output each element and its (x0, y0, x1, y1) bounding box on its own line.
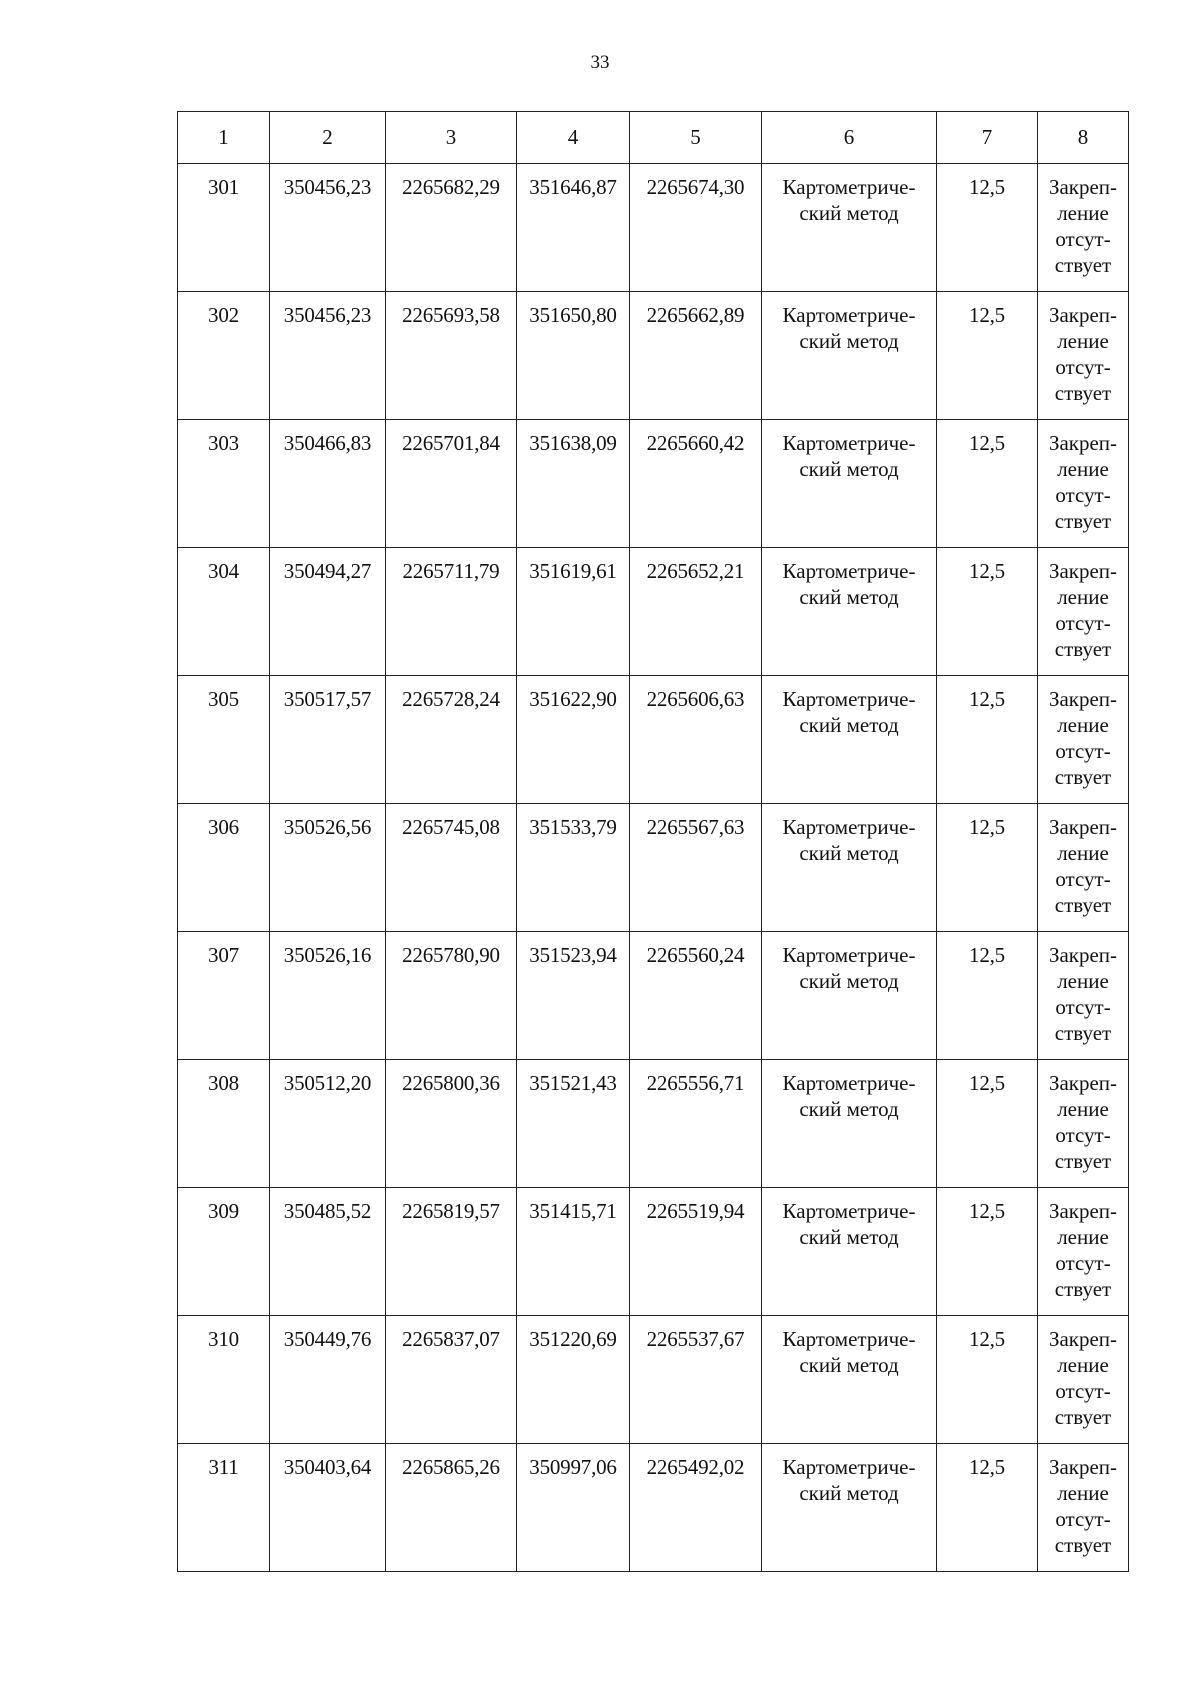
fixing-line: отсут- (1055, 1123, 1111, 1147)
fixing-line: отсут- (1055, 1251, 1111, 1275)
fixing-line: Закреп- (1048, 303, 1118, 327)
cell-col-8-fixing (1038, 932, 1129, 1060)
fixing-line: отсут- (1055, 995, 1111, 1019)
cell-col-5: 2265652,21 (630, 548, 762, 676)
cell-col-4: 351638,09 (517, 420, 630, 548)
cell-col-6-method (762, 804, 937, 932)
cell-col-3: 2265837,07 (386, 1316, 517, 1444)
fixing-line: ление (1057, 457, 1109, 481)
cell-col-4: 351220,69 (517, 1316, 630, 1444)
fixing-line: ление (1057, 1225, 1109, 1249)
cell-col-3: 2265693,58 (386, 292, 517, 420)
table-row (178, 1188, 1129, 1316)
cell-col-6-method (762, 164, 937, 292)
method-line: Картометриче- (782, 687, 916, 711)
cell-col-8-fixing (1038, 164, 1129, 292)
method-line: ский метод (799, 329, 899, 353)
cell-col-5: 2265560,24 (630, 932, 762, 1060)
fixing-line: ление (1057, 1097, 1109, 1121)
fixing-line: ление (1057, 969, 1109, 993)
cell-col-2: 350403,64 (270, 1444, 386, 1572)
header-cell-7: 7 (937, 112, 1038, 164)
cell-col-6-method (762, 1188, 937, 1316)
fixing-line: отсут- (1055, 227, 1111, 251)
cell-col-8-fixing (1038, 292, 1129, 420)
table-row (178, 676, 1129, 804)
fixing-line: ление (1057, 713, 1109, 737)
cell-col-8-fixing (1038, 1444, 1129, 1572)
method-line: ский метод (799, 1481, 899, 1505)
cell-col-7: 12,5 (937, 1316, 1038, 1444)
cell-col-5: 2265660,42 (630, 420, 762, 548)
cell-col-6-method (762, 1060, 937, 1188)
header-cell-2: 2 (270, 112, 386, 164)
fixing-line: отсут- (1055, 1507, 1111, 1531)
cell-col-4: 350997,06 (517, 1444, 630, 1572)
cell-col-1: 306 (178, 804, 270, 932)
cell-col-1: 307 (178, 932, 270, 1060)
cell-col-7: 12,5 (937, 164, 1038, 292)
cell-col-3: 2265728,24 (386, 676, 517, 804)
cell-col-5: 2265674,30 (630, 164, 762, 292)
fixing-line: ление (1057, 1481, 1109, 1505)
header-cell-3: 3 (386, 112, 517, 164)
table-row (178, 292, 1129, 420)
fixing-line: ствует (1054, 637, 1112, 661)
header-cell-6: 6 (762, 112, 937, 164)
cell-col-1: 311 (178, 1444, 270, 1572)
page-number: 33 (590, 52, 610, 73)
method-line: ский метод (799, 1225, 899, 1249)
cell-col-7: 12,5 (937, 1188, 1038, 1316)
fixing-line: ствует (1054, 765, 1112, 789)
fixing-line: отсут- (1055, 739, 1111, 763)
cell-col-8-fixing (1038, 420, 1129, 548)
method-line: ский метод (799, 1353, 899, 1377)
cell-col-2: 350456,23 (270, 164, 386, 292)
fixing-line: ствует (1054, 1533, 1112, 1557)
fixing-line: ствует (1054, 509, 1112, 533)
cell-col-2: 350526,56 (270, 804, 386, 932)
coordinates-table (177, 111, 1129, 1572)
method-line: ский метод (799, 457, 899, 481)
cell-col-5: 2265492,02 (630, 1444, 762, 1572)
cell-col-4: 351521,43 (517, 1060, 630, 1188)
fixing-line: отсут- (1055, 867, 1111, 891)
method-line: Картометриче- (782, 431, 916, 455)
fixing-line: Закреп- (1048, 431, 1118, 455)
cell-col-1: 308 (178, 1060, 270, 1188)
cell-col-7: 12,5 (937, 420, 1038, 548)
fixing-line: Закреп- (1048, 559, 1118, 583)
fixing-line: отсут- (1055, 355, 1111, 379)
cell-col-7: 12,5 (937, 1060, 1038, 1188)
cell-col-6-method (762, 292, 937, 420)
fixing-line: ствует (1054, 893, 1112, 917)
cell-col-2: 350485,52 (270, 1188, 386, 1316)
cell-col-1: 302 (178, 292, 270, 420)
cell-col-4: 351533,79 (517, 804, 630, 932)
cell-col-2: 350512,20 (270, 1060, 386, 1188)
method-line: Картометриче- (782, 1199, 916, 1223)
fixing-line: Закреп- (1048, 943, 1118, 967)
method-line: Картометриче- (782, 943, 916, 967)
header-row (178, 112, 1129, 164)
table-row (178, 1316, 1129, 1444)
fixing-line: ствует (1054, 253, 1112, 277)
table-row (178, 420, 1129, 548)
cell-col-3: 2265682,29 (386, 164, 517, 292)
cell-col-6-method (762, 1444, 937, 1572)
fixing-line: ление (1057, 1353, 1109, 1377)
cell-col-6-method (762, 420, 937, 548)
cell-col-1: 303 (178, 420, 270, 548)
cell-col-5: 2265606,63 (630, 676, 762, 804)
cell-col-7: 12,5 (937, 1444, 1038, 1572)
fixing-line: Закреп- (1048, 687, 1118, 711)
fixing-line: ствует (1054, 1405, 1112, 1429)
fixing-line: Закреп- (1048, 1071, 1118, 1095)
cell-col-8-fixing (1038, 676, 1129, 804)
cell-col-3: 2265819,57 (386, 1188, 517, 1316)
table-row (178, 1444, 1129, 1572)
cell-col-8-fixing (1038, 804, 1129, 932)
cell-col-5: 2265556,71 (630, 1060, 762, 1188)
cell-col-2: 350494,27 (270, 548, 386, 676)
fixing-line: Закреп- (1048, 175, 1118, 199)
fixing-line: ление (1057, 585, 1109, 609)
cell-col-6-method (762, 548, 937, 676)
table-row (178, 804, 1129, 932)
fixing-line: отсут- (1055, 1379, 1111, 1403)
method-line: Картометриче- (782, 559, 916, 583)
method-line: Картометриче- (782, 1071, 916, 1095)
cell-col-4: 351619,61 (517, 548, 630, 676)
cell-col-7: 12,5 (937, 548, 1038, 676)
method-line: ский метод (799, 201, 899, 225)
table-row (178, 1060, 1129, 1188)
cell-col-4: 351523,94 (517, 932, 630, 1060)
cell-col-1: 304 (178, 548, 270, 676)
fixing-line: отсут- (1055, 483, 1111, 507)
cell-col-7: 12,5 (937, 292, 1038, 420)
fixing-line: Закреп- (1048, 1327, 1118, 1351)
method-line: Картометриче- (782, 175, 916, 199)
method-line: Картометриче- (782, 1327, 916, 1351)
cell-col-7: 12,5 (937, 932, 1038, 1060)
method-line: ский метод (799, 585, 899, 609)
cell-col-8-fixing (1038, 1060, 1129, 1188)
method-line: ский метод (799, 841, 899, 865)
cell-col-4: 351622,90 (517, 676, 630, 804)
cell-col-3: 2265865,26 (386, 1444, 517, 1572)
fixing-line: ствует (1054, 1277, 1112, 1301)
table-header (178, 112, 1129, 164)
cell-col-2: 350466,83 (270, 420, 386, 548)
fixing-line: Закреп- (1048, 1455, 1118, 1479)
header-cell-5: 5 (630, 112, 762, 164)
method-line: ский метод (799, 969, 899, 993)
cell-col-4: 351646,87 (517, 164, 630, 292)
cell-col-7: 12,5 (937, 804, 1038, 932)
fixing-line: ствует (1054, 1021, 1112, 1045)
fixing-line: ление (1057, 841, 1109, 865)
cell-col-5: 2265567,63 (630, 804, 762, 932)
method-line: ский метод (799, 713, 899, 737)
cell-col-3: 2265800,36 (386, 1060, 517, 1188)
cell-col-1: 305 (178, 676, 270, 804)
fixing-line: ствует (1054, 381, 1112, 405)
table-row (178, 164, 1129, 292)
method-line: Картометриче- (782, 1455, 916, 1479)
header-cell-8: 8 (1038, 112, 1129, 164)
method-line: Картометриче- (782, 303, 916, 327)
cell-col-8-fixing (1038, 1316, 1129, 1444)
table-row (178, 932, 1129, 1060)
table-row (178, 548, 1129, 676)
cell-col-5: 2265662,89 (630, 292, 762, 420)
cell-col-3: 2265745,08 (386, 804, 517, 932)
cell-col-2: 350456,23 (270, 292, 386, 420)
fixing-line: ление (1057, 201, 1109, 225)
cell-col-1: 301 (178, 164, 270, 292)
header-cell-1: 1 (178, 112, 270, 164)
fixing-line: ление (1057, 329, 1109, 353)
cell-col-2: 350517,57 (270, 676, 386, 804)
cell-col-5: 2265519,94 (630, 1188, 762, 1316)
fixing-line: Закреп- (1048, 1199, 1118, 1223)
cell-col-7: 12,5 (937, 676, 1038, 804)
cell-col-6-method (762, 676, 937, 804)
cell-col-6-method (762, 932, 937, 1060)
cell-col-1: 310 (178, 1316, 270, 1444)
cell-col-3: 2265780,90 (386, 932, 517, 1060)
table-body (178, 164, 1129, 1572)
cell-col-8-fixing (1038, 1188, 1129, 1316)
cell-col-2: 350526,16 (270, 932, 386, 1060)
fixing-line: ствует (1054, 1149, 1112, 1173)
cell-col-1: 309 (178, 1188, 270, 1316)
cell-col-3: 2265711,79 (386, 548, 517, 676)
method-line: Картометриче- (782, 815, 916, 839)
cell-col-3: 2265701,84 (386, 420, 517, 548)
cell-col-6-method (762, 1316, 937, 1444)
header-cell-4: 4 (517, 112, 630, 164)
fixing-line: Закреп- (1048, 815, 1118, 839)
cell-col-4: 351650,80 (517, 292, 630, 420)
cell-col-5: 2265537,67 (630, 1316, 762, 1444)
method-line: ский метод (799, 1097, 899, 1121)
fixing-line: отсут- (1055, 611, 1111, 635)
cell-col-4: 351415,71 (517, 1188, 630, 1316)
cell-col-8-fixing (1038, 548, 1129, 676)
cell-col-2: 350449,76 (270, 1316, 386, 1444)
